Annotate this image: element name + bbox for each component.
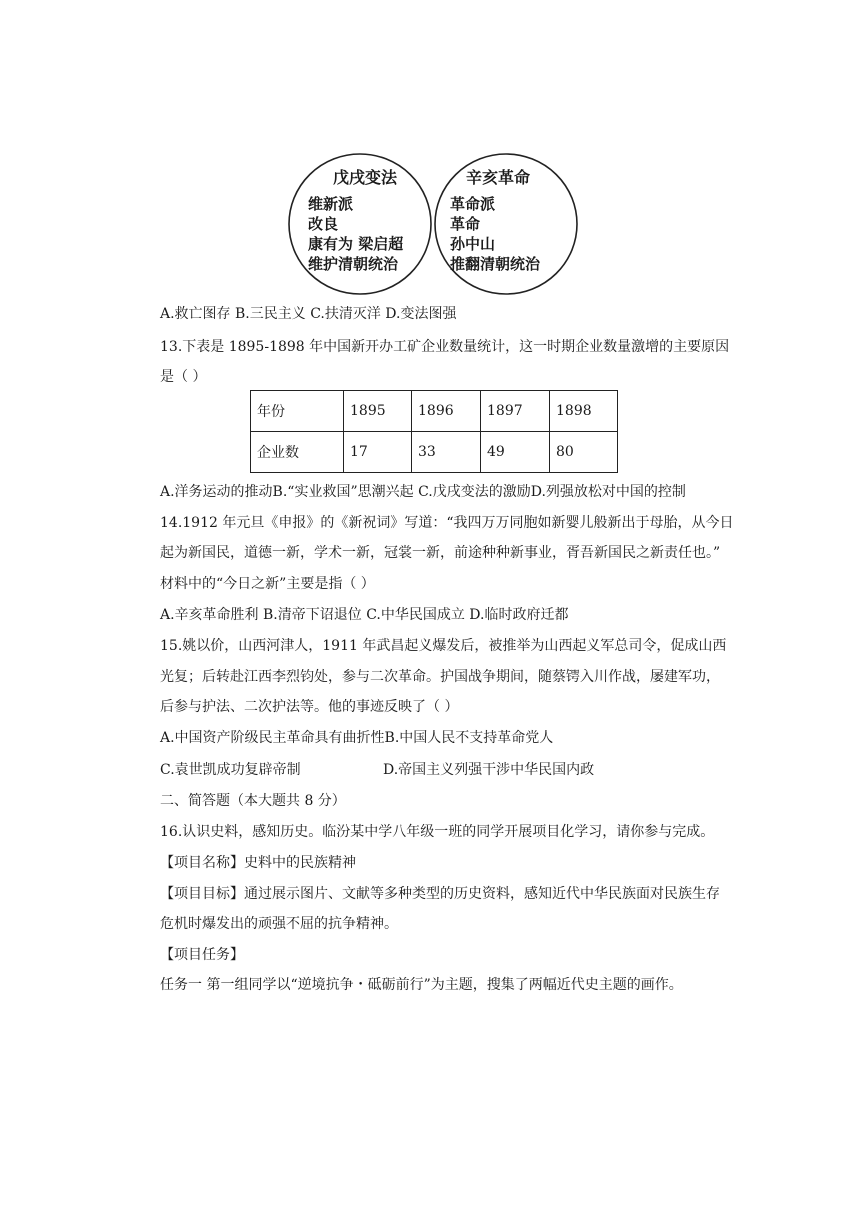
table-cell: 1896 (412, 391, 481, 432)
q15-stem: 光复；后转赴江西李烈钧处，参与二次革命。护国战争期间，随蔡锷入川作战，屡建军功， (160, 669, 720, 685)
q13-options: A.洋务运动的推动B.“实业救国”思潮兴起 C.戊戌变法的激励D.列强放松对中国的控制 (160, 484, 686, 500)
table-cell: 49 (481, 432, 550, 473)
venn-right-line: 革命派 (450, 195, 496, 213)
venn-right-line: 革命 (450, 215, 481, 233)
table-row (251, 391, 618, 432)
venn-left-line: 维护清朝统治 (308, 255, 399, 273)
q13-stem: 13.下表是 1895-1898 年中国新开办工矿企业数量统计，这一时期企业数量激增的主要原因 (160, 339, 730, 355)
task-one: 任务一 第一组同学以“逆境抗争・砥砺前行”为主题，搜集了两幅近代史主题的画作。 (160, 977, 683, 993)
table-cell: 1895 (344, 391, 412, 432)
project-task: 【项目任务】 (160, 947, 244, 963)
project-goal-cont: 危机时爆发出的顽强不屈的抗争精神。 (160, 916, 398, 932)
table-cell: 1898 (550, 391, 618, 432)
q15-stem: 后参与护法、二次护法等。他的事迹反映了（ ） (160, 699, 459, 715)
table-cell: 33 (412, 432, 481, 473)
q14-stem: 14.1912 年元旦《申报》的《新祝词》写道：“我四万万同胞如新婴儿般新出于母胎，从今日 (160, 515, 734, 531)
q15-stem: 15.姚以价，山西河津人，1911 年武昌起义爆发后，被推举为山西起义军总司令，促成山西 (160, 638, 727, 654)
venn-diagram (286, 150, 590, 298)
q16-stem: 16.认识史料，感知历史。临汾某中学八年级一班的同学开展项目化学习，请你参与完成。 (160, 824, 715, 840)
q14-stem: 起为新国民，道德一新，学术一新，冠裳一新，前途种种新事业，胥吾新国民之新责任也。” (160, 545, 721, 561)
q14-options: A.辛亥革命胜利 B.清帝下诏退位 C.中华民国成立 D.临时政府迁都 (160, 607, 569, 623)
q15-option-d: D.帝国主义列强干涉中华民国内政 (383, 762, 595, 778)
table-cell: 17 (344, 432, 412, 473)
q14-stem: 材料中的“今日之新”主要是指（ ） (160, 576, 375, 592)
table-cell: 年份 (251, 391, 344, 432)
venn-left-title: 戊戌变法 (333, 168, 398, 187)
q12-options: A.救亡图存 B.三民主义 C.扶清灭洋 D.变法图强 (160, 306, 457, 322)
venn-right-line: 孙中山 (450, 235, 496, 253)
venn-right-line: 推翻清朝统治 (450, 255, 541, 273)
venn-left-line: 改良 (308, 215, 339, 233)
table-cell: 1897 (481, 391, 550, 432)
venn-left-line: 维新派 (308, 195, 354, 213)
enterprise-table (250, 390, 618, 473)
project-goal: 【项目目标】通过展示图片、文献等多种类型的历史资料，感知近代中华民族面对民族生存 (160, 886, 720, 902)
q13-stem-end: 是（ ） (160, 369, 207, 385)
table-cell: 80 (550, 432, 618, 473)
venn-left-line: 康有为 梁启超 (308, 235, 404, 253)
venn-right-title: 辛亥革命 (466, 168, 531, 187)
table-cell: 企业数 (251, 432, 344, 473)
project-name: 【项目名称】史料中的民族精神 (160, 855, 356, 871)
section-heading: 二、简答题（本大题共 8 分） (160, 793, 346, 809)
q15-option-ab: A.中国资产阶级民主革命具有曲折性B.中国人民不支持革命党人 (160, 730, 554, 746)
q15-option-c: C.袁世凯成功复辟帝制 (160, 762, 301, 778)
table-row (251, 432, 618, 473)
